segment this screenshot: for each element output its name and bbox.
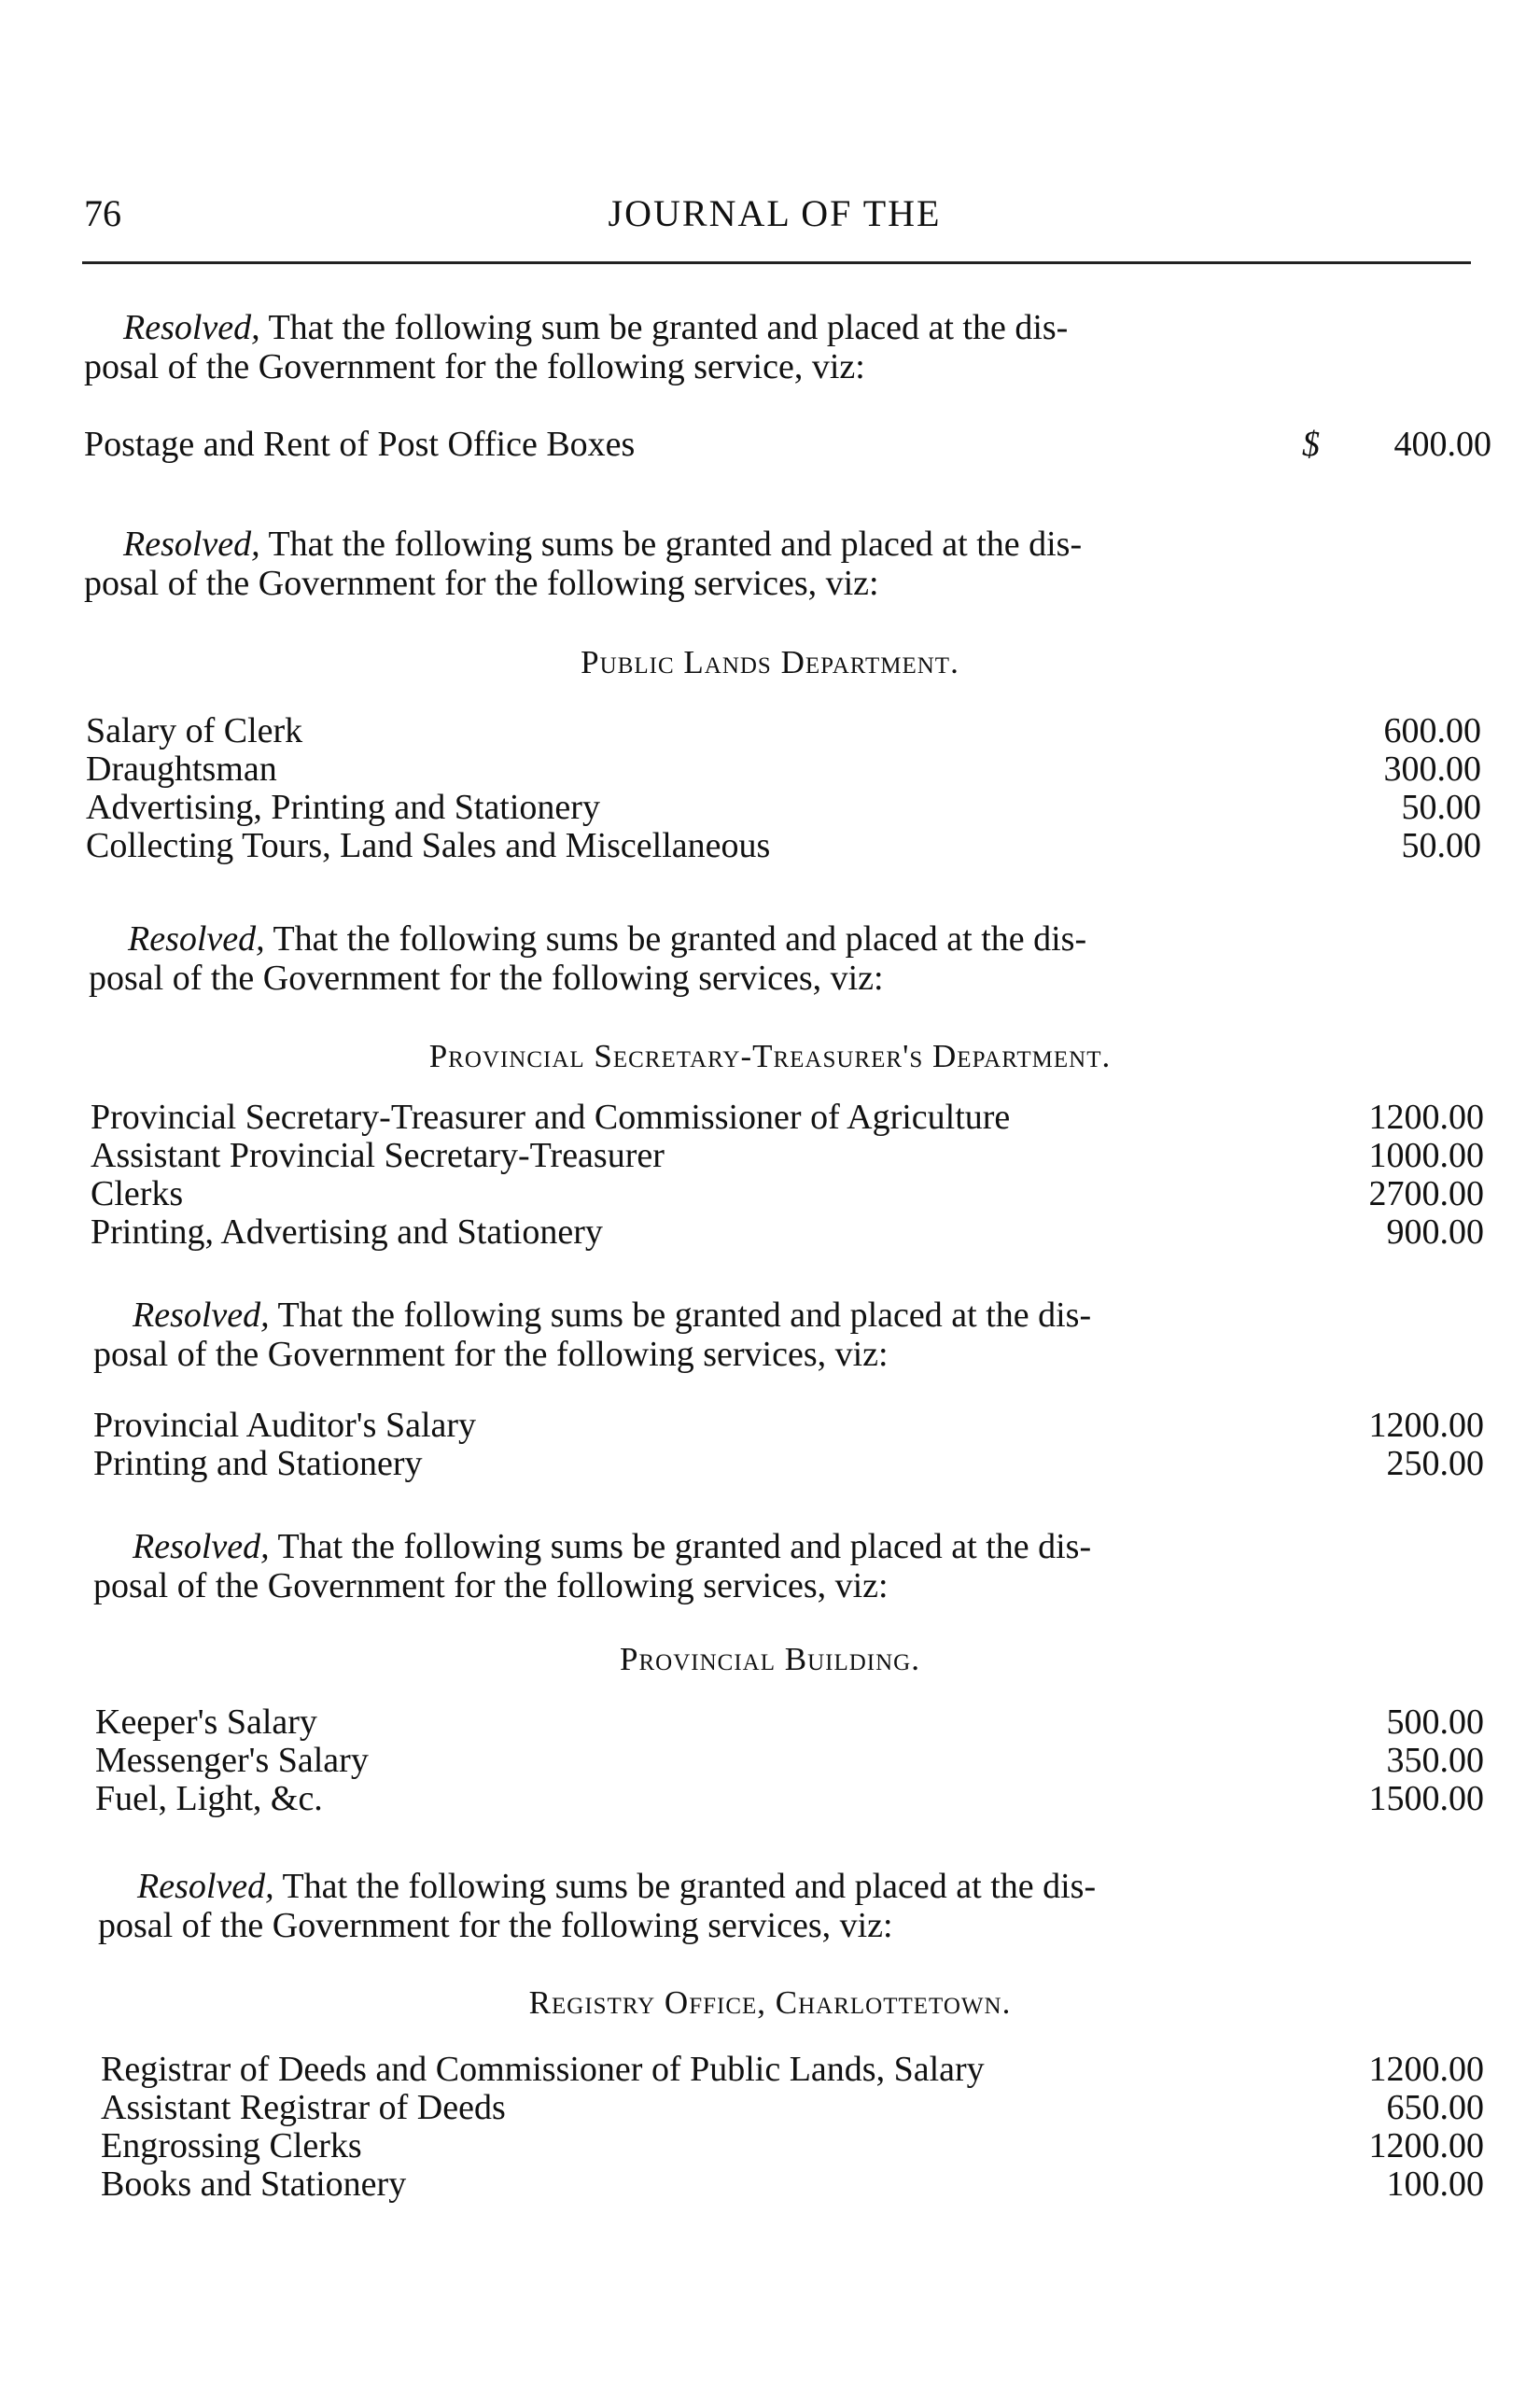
line-item xyxy=(101,2165,1484,2204)
item-label: Advertising, Printing and Stationery xyxy=(86,788,600,827)
resolved-lead: Resolved, xyxy=(137,1867,274,1906)
line-item xyxy=(95,1702,1484,1742)
item-amount: 600.00 xyxy=(1383,711,1481,750)
resolution-text-line2: posal of the Government for the following services, viz: xyxy=(93,1335,889,1374)
resolution-text: That the following sums be granted and placed at the dis- xyxy=(269,1527,1092,1566)
item-amount: 1500.00 xyxy=(1368,1779,1484,1818)
line-item xyxy=(101,2126,1484,2165)
resolved-lead: Resolved, xyxy=(133,1296,270,1335)
resolution-text: That the following sums be granted and placed at the dis- xyxy=(269,1296,1092,1335)
item-amount: 250.00 xyxy=(1386,1444,1484,1483)
resolved-lead: Resolved, xyxy=(128,919,265,959)
item-label: Provincial Secretary-Treasurer and Commissioner of Agriculture xyxy=(91,1098,1011,1137)
line-item xyxy=(86,750,1481,789)
resolution-paragraph xyxy=(84,308,1297,386)
item-label: Fuel, Light, &c. xyxy=(95,1779,323,1818)
item-amount: 1200.00 xyxy=(1368,1098,1484,1137)
item-label: Assistant Provincial Secretary-Treasurer xyxy=(91,1136,665,1175)
section-heading: Provincial Building. xyxy=(620,1641,920,1677)
resolution-text-line2: posal of the Government for the following services, viz: xyxy=(98,1906,893,1945)
resolution-paragraph xyxy=(84,525,1297,603)
line-item xyxy=(95,1741,1484,1780)
item-label: Clerks xyxy=(91,1174,184,1213)
section-heading: Registry Office, Charlottetown. xyxy=(528,1984,1012,2021)
item-amount: 500.00 xyxy=(1386,1702,1484,1742)
item-label: Keeper's Salary xyxy=(95,1702,317,1742)
item-label: Assistant Registrar of Deeds xyxy=(101,2088,506,2127)
page-header xyxy=(84,191,1465,247)
line-item xyxy=(91,1174,1484,1213)
resolution-text-line2: posal of the Government for the following services, viz: xyxy=(93,1566,889,1605)
section-heading: Public Lands Department. xyxy=(581,644,959,680)
item-amount: 400.00 xyxy=(1393,425,1491,464)
item-amount: 650.00 xyxy=(1386,2088,1484,2127)
item-amount: 300.00 xyxy=(1383,750,1481,789)
item-amount: 2700.00 xyxy=(1368,1174,1484,1213)
resolution-paragraph xyxy=(98,1867,1311,1945)
resolved-lead: Resolved, xyxy=(123,525,260,564)
line-item xyxy=(95,1779,1484,1818)
item-amount: 1200.00 xyxy=(1368,2050,1484,2089)
resolved-lead: Resolved, xyxy=(133,1527,270,1566)
item-label: Collecting Tours, Land Sales and Miscellaneous xyxy=(86,826,771,865)
line-item xyxy=(101,2050,1484,2089)
item-amount: 900.00 xyxy=(1386,1212,1484,1252)
line-item xyxy=(91,1098,1484,1137)
line-item xyxy=(86,826,1481,865)
item-amount: 50.00 xyxy=(1401,826,1481,865)
line-item xyxy=(93,1406,1484,1445)
line-item xyxy=(86,711,1481,750)
item-amount: 1200.00 xyxy=(1368,2126,1484,2165)
resolution-text-line2: posal of the Government for the following service, viz: xyxy=(84,347,865,386)
item-label: Printing, Advertising and Stationery xyxy=(91,1212,603,1252)
currency-symbol: $ xyxy=(1302,425,1320,464)
header-rule xyxy=(82,261,1471,264)
line-item xyxy=(84,425,1491,464)
resolution-text: That the following sums be granted and placed at the dis- xyxy=(259,525,1083,564)
item-label: Draughtsman xyxy=(86,750,277,789)
page-number: 76 xyxy=(84,192,121,234)
resolved-lead: Resolved, xyxy=(123,308,260,347)
item-label: Messenger's Salary xyxy=(95,1741,369,1780)
item-label: Provincial Auditor's Salary xyxy=(93,1406,477,1445)
item-label: Registrar of Deeds and Commissioner of Public Lands, Salary xyxy=(101,2050,985,2089)
item-amount: 1000.00 xyxy=(1368,1136,1484,1175)
resolution-paragraph xyxy=(89,919,1302,998)
item-label: Salary of Clerk xyxy=(86,711,303,750)
resolution-text: That the following sums be granted and placed at the dis- xyxy=(264,919,1087,959)
section-heading: Provincial Secretary-Treasurer's Department. xyxy=(428,1038,1112,1074)
resolution-text: That the following sum be granted and placed at the dis- xyxy=(259,308,1069,347)
item-label: Engrossing Clerks xyxy=(101,2126,362,2165)
line-item xyxy=(86,788,1481,827)
line-item xyxy=(101,2088,1484,2127)
resolution-text: That the following sums be granted and placed at the dis- xyxy=(273,1867,1097,1906)
resolution-text-line2: posal of the Government for the following services, viz: xyxy=(84,564,879,603)
resolution-text-line2: posal of the Government for the following services, viz: xyxy=(89,959,884,998)
item-amount: 100.00 xyxy=(1386,2165,1484,2204)
item-label: Books and Stationery xyxy=(101,2165,407,2204)
item-amount: 1200.00 xyxy=(1368,1406,1484,1445)
resolution-paragraph xyxy=(93,1527,1307,1605)
line-item xyxy=(91,1212,1484,1252)
item-amount: 50.00 xyxy=(1401,788,1481,827)
item-label: Postage and Rent of Post Office Boxes xyxy=(84,425,636,464)
resolution-paragraph xyxy=(93,1296,1307,1374)
line-item xyxy=(91,1136,1484,1175)
running-title: JOURNAL OF THE xyxy=(608,192,942,234)
item-amount: 350.00 xyxy=(1386,1741,1484,1780)
item-label: Printing and Stationery xyxy=(93,1444,423,1483)
line-item xyxy=(93,1444,1484,1483)
